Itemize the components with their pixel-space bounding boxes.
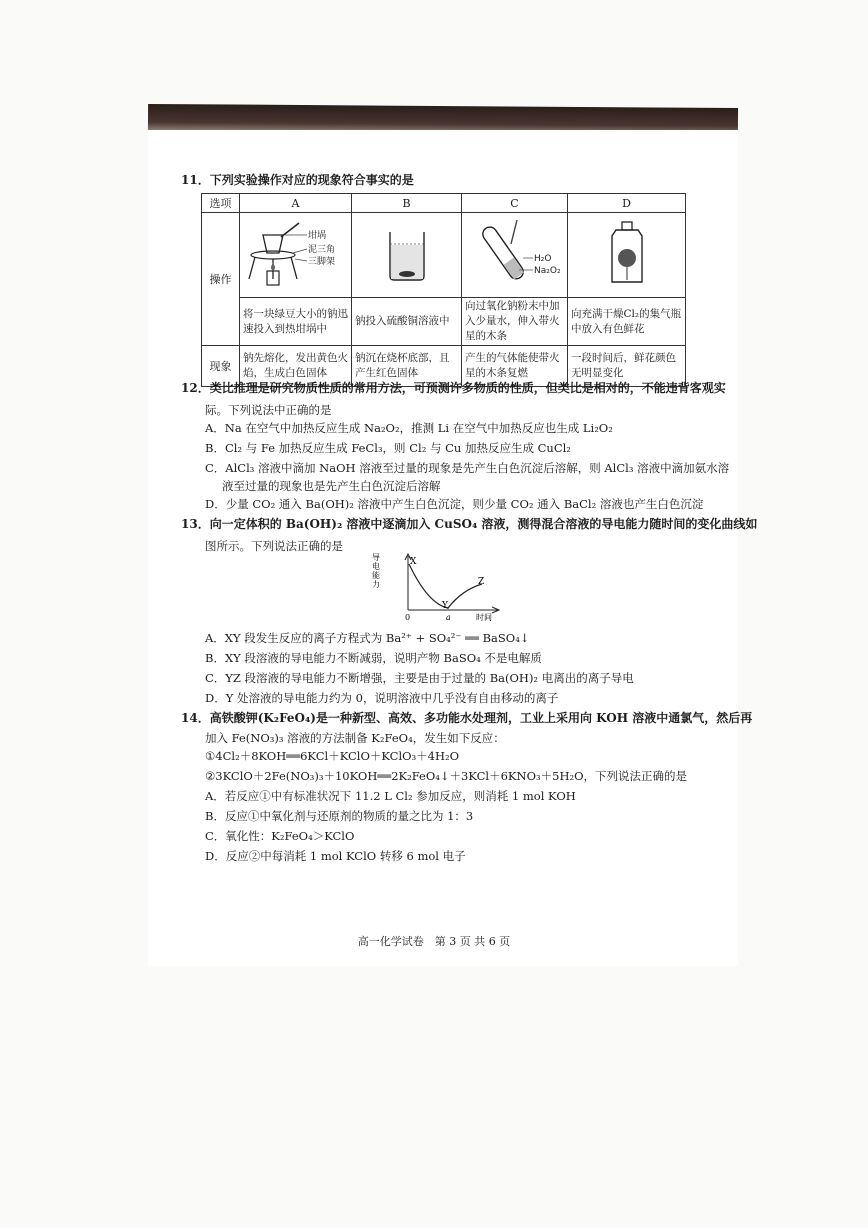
graph-ylabel: 导电能力 [372, 553, 380, 589]
header-cell: D [568, 194, 686, 213]
operation-d: 向充满干燥Cl₂的集气瓶中放入有色鲜花 [568, 298, 686, 346]
operation-c: 向过氧化钠粉末中加入少量水，伸入带火星的木条 [462, 298, 568, 346]
apparatus-d-cell [568, 213, 686, 298]
q11-stem: 11．下列实验操作对应的现象符合事实的是 [181, 173, 414, 187]
conductivity-graph [372, 550, 502, 624]
apparatus-b-cell [352, 213, 462, 298]
q12-stem-line2: 际。下列说法中正确的是 [205, 403, 332, 417]
q12-option-c-line2: 液至过量的现象也是先产生白色沉淀后溶解 [222, 479, 441, 493]
q12-stem-line1: 12．类比推理是研究物质性质的常用方法，可预测许多物质的性质，但类比是相对的，不能违背客观实 [181, 381, 726, 395]
q11-table [201, 193, 686, 387]
q12-option-d: D．少量 CO₂ 通入 Ba(OH)₂ 溶液中产生白色沉淀，则少量 CO₂ 通入 BaCl₂ 溶液也产生白色沉淀 [205, 497, 704, 511]
q14-equation-1: ①4Cl₂＋8KOH══6KCl＋KClO＋KClO₃＋4H₂O [205, 749, 460, 763]
q13-stem-line2: 图所示。下列说法正确的是 [205, 539, 343, 553]
label-water: H₂O [533, 254, 551, 264]
graph-point-x: X [410, 557, 417, 567]
q11-image-row [202, 213, 686, 298]
q14-option-a: A．若反应①中有标准状况下 11.2 L Cl₂ 参加反应，则消耗 1 mol KOH [205, 789, 576, 803]
q14-option-c: C．氧化性：K₂FeO₄＞KClO [205, 829, 355, 843]
q11-operation-row [202, 298, 686, 346]
test-tube-icon [465, 214, 565, 292]
q14-stem-line2: 加入 Fe(NO₃)₃ 溶液的方法制备 K₂FeO₄，发生如下反应： [205, 731, 505, 745]
operation-b: 钠投入硫酸铜溶液中 [352, 298, 462, 346]
operation-a: 将一块绿豆大小的钠迅速投入到热坩埚中 [240, 298, 352, 346]
q12-option-a: A．Na 在空气中加热反应生成 Na₂O₂，推测 Li 在空气中加热反应也生成 Li₂O₂ [205, 421, 613, 435]
label-sodium-peroxide: Na₂O₂ [533, 266, 561, 276]
graph-point-y: Y [442, 601, 448, 611]
beaker-icon [372, 218, 442, 288]
label-tripod: 三脚架 [307, 257, 335, 267]
label-clay-triangle: 泥三角 [307, 245, 335, 255]
header-cell: 选项 [202, 194, 240, 213]
header-cell: C [462, 194, 568, 213]
label-crucible: 坩埚 [307, 231, 326, 241]
operation-label: 操作 [202, 213, 240, 346]
q11-header-row [202, 194, 686, 213]
q13-option-a: A．XY 段发生反应的离子方程式为 Ba²⁺ + SO₄²⁻ ══ BaSO₄↓ [205, 631, 530, 645]
phenomenon-d: 一段时间后，鲜花颜色无明显变化 [568, 346, 686, 387]
phenomenon-a: 钠先熔化，发出黄色火焰，生成白色固体 [240, 346, 352, 387]
apparatus-a-cell [240, 213, 352, 298]
q12-option-b: B．Cl₂ 与 Fe 加热反应生成 FeCl₃，则 Cl₂ 与 Cu 加热反应生成 CuCl₂ [205, 441, 571, 455]
q13-option-b: B．XY 段溶液的导电能力不断减弱，说明产物 BaSO₄ 不是电解质 [205, 651, 542, 665]
q13-stem-line1: 13．向一定体积的 Ba(OH)₂ 溶液中逐滴加入 CuSO₄ 溶液，测得混合溶液的导电能力随时间的变化曲线如 [181, 517, 758, 531]
phenomenon-b: 钠沉在烧杯底部，且产生红色固体 [352, 346, 462, 387]
graph-xlabel: 时间 [476, 613, 492, 622]
q13-option-c: C．YZ 段溶液的导电能力不断增强，主要是由于过量的 Ba(OH)₂ 电离出的离子导电 [205, 671, 634, 685]
q14-stem-line1: 14．高铁酸钾(K₂FeO₄)是一种新型、高效、多功能水处理剂，工业上采用向 KOH 溶液中通氯气，然后再 [181, 711, 753, 725]
phenomenon-label: 现象 [202, 346, 240, 387]
crucible-tripod-apparatus [241, 213, 351, 293]
q14-option-b: B．反应①中氧化剂与还原剂的物质的量之比为 1：3 [205, 809, 474, 823]
graph-origin: 0 [405, 613, 411, 622]
graph-tick-a: a [446, 613, 451, 622]
apparatus-c-cell [462, 213, 568, 298]
phenomenon-c: 产生的气体能使带火星的木条复燃 [462, 346, 568, 387]
gas-jar-icon [592, 216, 662, 290]
header-cell: B [352, 194, 462, 213]
graph-point-z: Z [478, 577, 485, 587]
q14-equation-2: ②3KClO＋2Fe(NO₃)₃＋10KOH══2K₂FeO₄↓＋3KCl＋6KNO₃＋5H₂O，下列说法正确的是 [205, 769, 688, 783]
q12-option-c-line1: C．AlCl₃ 溶液中滴加 NaOH 溶液至过量的现象是先产生白色沉淀后溶解，则 AlCl₃ 溶液中滴加氨水溶 [205, 461, 730, 475]
header-cell: A [240, 194, 352, 213]
q14-option-d: D．反应②中每消耗 1 mol KClO 转移 6 mol 电子 [205, 849, 466, 863]
page-footer: 高一化学试卷 第 3 页 共 6 页 [357, 935, 511, 948]
q13-option-d: D．Y 处溶液的导电能力约为 0，说明溶液中几乎没有自由移动的离子 [205, 691, 559, 705]
